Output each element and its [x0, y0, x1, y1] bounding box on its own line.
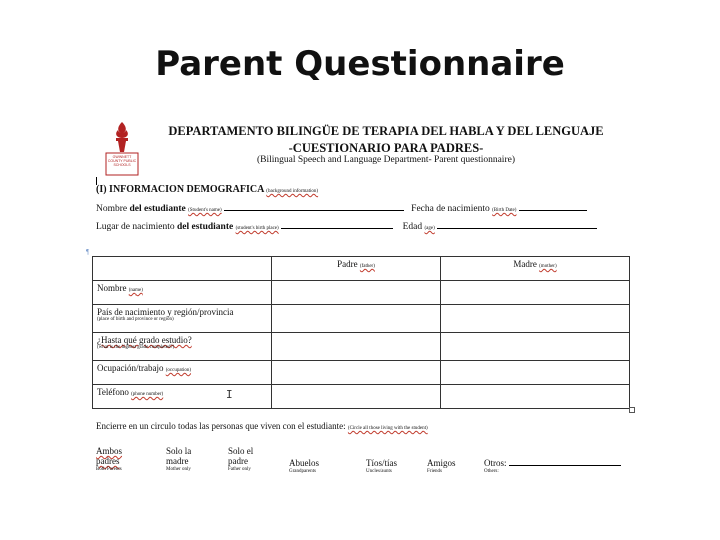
option-grandparents[interactable]: [289, 458, 319, 475]
row-label-text: Nombre: [97, 283, 127, 293]
option-uncles-aunts[interactable]: [366, 458, 397, 475]
header-questionnaire: -CUESTIONARIO PARA PADRES-: [288, 141, 484, 155]
mother-header-label: Madre: [513, 259, 537, 269]
mother-phone-cell[interactable]: [441, 385, 630, 409]
logo-text: GWINNETT COUNTY PUBLIC SCHOOLS: [107, 155, 137, 167]
option-friends[interactable]: [427, 458, 456, 475]
option-label: Tíos/tías: [366, 458, 397, 468]
father-phone-cell[interactable]: [272, 385, 441, 409]
mother-occupation-cell[interactable]: [441, 361, 630, 385]
torch-icon: [104, 120, 140, 176]
birth-place-field[interactable]: [281, 228, 393, 229]
row-label-birthplace: [93, 305, 272, 333]
option-label: Ambos padres: [96, 446, 123, 466]
student-name-label-bold: del estudiante: [129, 204, 186, 214]
student-name-note: (Student's name): [188, 208, 222, 213]
option-label: Amigos: [427, 458, 456, 468]
father-header-cell: [272, 257, 441, 281]
age-note: (age): [424, 226, 435, 231]
father-birthplace-cell[interactable]: [272, 305, 441, 333]
option-label: Otros:: [484, 458, 507, 468]
option-both-parents[interactable]: [96, 446, 146, 473]
row-label-sub: (what is the highest grade completed?): [97, 345, 175, 350]
row-label-text: Ocupación/trabajo: [97, 363, 164, 373]
student-name-row: [96, 204, 587, 214]
birth-date-field[interactable]: [519, 210, 587, 211]
table-corner-cell: [93, 257, 272, 281]
mother-grade-cell[interactable]: [441, 333, 630, 361]
birth-place-note: (student's birth place): [235, 226, 279, 231]
birth-date-label: Fecha de nacimiento: [411, 204, 490, 214]
option-others[interactable]: [484, 458, 621, 475]
mother-name-cell[interactable]: [441, 281, 630, 305]
school-logo: [104, 120, 140, 176]
table-resize-handle[interactable]: [629, 407, 635, 413]
header-english: (Bilingual Speech and Language Department- Parent questionnaire): [257, 155, 515, 165]
document-page: [86, 114, 636, 484]
option-english: Father only: [228, 467, 251, 472]
birth-place-row: [96, 222, 597, 232]
option-label: Solo la madre: [166, 446, 192, 466]
option-english: Mother only: [166, 467, 191, 472]
option-father-only[interactable]: [228, 446, 268, 473]
option-english: Uncles/aunts: [366, 469, 392, 474]
row-label-phone: [93, 385, 272, 409]
encircle-note: (Circle all those living with the student): [347, 426, 428, 431]
others-field[interactable]: [509, 465, 621, 466]
row-label-name: [93, 281, 272, 305]
row-label-note: (phone number): [131, 392, 164, 397]
row-label-text: País de nacimiento y región/provincia: [97, 307, 234, 317]
age-label: Edad: [402, 222, 423, 232]
table-row: [93, 361, 630, 385]
row-label-text: ¿Hasta qué grado estudio?: [97, 335, 192, 345]
option-english: Both Parents: [96, 467, 122, 472]
option-english: Grandparents: [289, 469, 316, 474]
mother-birthplace-cell[interactable]: [441, 305, 630, 333]
row-label-note: (occupation): [165, 368, 192, 373]
father-header-note: (father): [359, 264, 375, 269]
section-title: [96, 184, 318, 195]
father-grade-cell[interactable]: [272, 333, 441, 361]
row-label-sub: (place of birth and province or region): [97, 317, 174, 322]
option-english: Friends: [427, 469, 442, 474]
parents-table: [92, 256, 630, 409]
table-row: [93, 385, 630, 409]
row-label-text: Teléfono: [97, 387, 129, 397]
row-label-note: (name): [128, 288, 143, 293]
father-header-label: Padre: [337, 259, 358, 269]
option-english: Others:: [484, 469, 499, 474]
father-occupation-cell[interactable]: [272, 361, 441, 385]
option-mother-only[interactable]: [166, 446, 206, 473]
table-row: [93, 305, 630, 333]
slide-title: Parent Questionnaire: [155, 44, 565, 84]
mother-header-note: (mother): [539, 264, 557, 269]
father-name-cell[interactable]: [272, 281, 441, 305]
table-row: [93, 281, 630, 305]
student-name-field[interactable]: [224, 210, 404, 211]
student-name-label: Nombre: [96, 204, 130, 214]
age-field[interactable]: [437, 228, 597, 229]
encircle-text: Encierre en un circulo todas las personas que viven con el estudiante:: [96, 421, 346, 431]
birth-place-label-bold: del estudiante: [176, 222, 234, 232]
option-label: Abuelos: [289, 458, 319, 468]
ibeam-cursor-icon: I: [226, 388, 233, 401]
section-title-text: (I) INFORMACION DEMOGRAFICA: [96, 184, 264, 195]
header-department: DEPARTAMENTO BILINGÜE DE TERAPIA DEL HABLA Y DEL LENGUAJE: [168, 124, 604, 138]
row-label-grade: [93, 333, 272, 361]
paragraph-mark-icon: ¶: [86, 248, 90, 256]
option-label: Solo el padre: [228, 446, 254, 466]
birth-place-label: Lugar de nacimiento: [96, 222, 177, 232]
mother-header-cell: [441, 257, 630, 281]
row-label-occupation: [93, 361, 272, 385]
table-header-row: [93, 257, 630, 281]
table-row: [93, 333, 630, 361]
section-note: (background information): [266, 189, 319, 194]
birth-date-note: (Birth Date): [492, 208, 517, 213]
encircle-instruction: [96, 421, 428, 431]
